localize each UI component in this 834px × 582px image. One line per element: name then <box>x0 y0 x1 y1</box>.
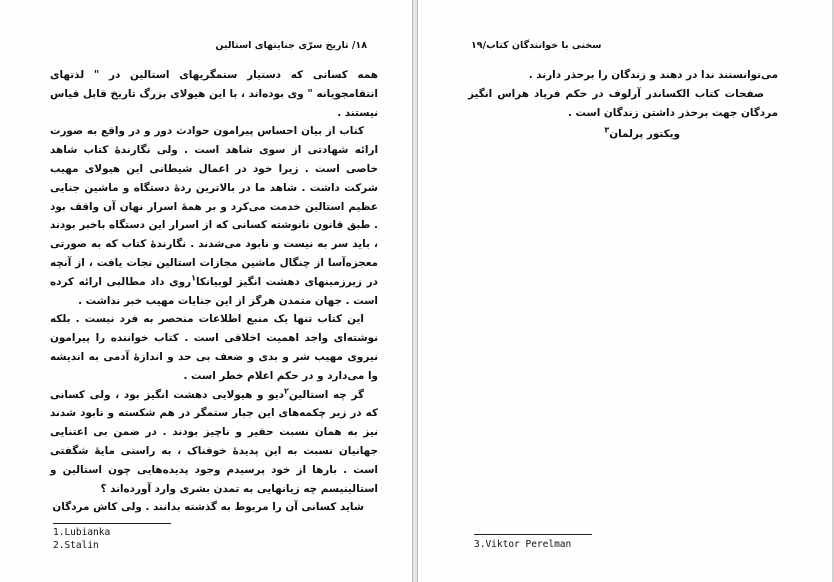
footnote: 1.Lubianka <box>53 527 111 538</box>
footnote-divider <box>53 523 171 524</box>
left-page <box>0 0 413 582</box>
right-running-head: سخنی با خوانندگان کتاب/۱۹ <box>471 40 602 51</box>
footnote: 3.Viktor Perelman <box>474 539 572 550</box>
left-footnotes <box>53 526 110 552</box>
footnote-ref: ۱ <box>191 273 196 283</box>
right-footnotes <box>474 538 571 551</box>
left-body-text <box>50 66 378 517</box>
paragraph: شاید کسانی آن را مربوط به گذشته بدانند . ولی کاش مردگان <box>52 501 364 514</box>
author-signature <box>468 125 778 144</box>
footnote-ref: ۳ <box>604 125 610 135</box>
right-page <box>417 0 834 582</box>
left-running-head: ۱۸/ تاریخ سرّی جنایتهای استالین <box>215 40 367 51</box>
right-body-text <box>468 66 778 144</box>
footnote-ref: ۲ <box>283 386 289 396</box>
paragraph-text: دیو و هیولایی دهشت انگیز بود ، ولی کسانی که در زیر چکمه‌های این جبار ستمگر در هم شکسته و نابود شدند نیز به همان نسبت حقیر و ناچیز بودند . در ضمن بی اعتنایی جهانیان نسبت به این پدیدهٔ خوفناک ، به راستی مایهٔ شگفتی است . بارها از خود پرسیدم وجود پدیده‌هایی چون استالین و استالینیسم چه زیانهایی به تمدن بشری وارد آورده‌اند ؟ <box>50 388 378 495</box>
paragraph-text: روی داد مطالبی ارائه کرده است . جهان متمدن هرگز از این جنایات مهیب خبر نداشت . <box>50 275 378 307</box>
paragraph: همه کسانی که دستیار ستمگریهای استالین در " لذتهای انتقامجویانه " وی بوده‌اند ، با این هیولای بزرگ تاریخ قابل قیاس نیستند . <box>50 69 378 119</box>
paragraph-text: گر چه استالین <box>288 388 365 401</box>
paragraph: می‌توانستند ندا در دهند و زندگان را برحذر دارند . <box>528 69 778 81</box>
paragraph: این کتاب تنها یک منبع اطلاعات منحصر به فرد نیست . بلکه نوشته‌ای واجد اهمیت اخلاقی است . کتاب خواننده را پیرامون نیروی مهیب شر و بدی و ضعف بی حد و اندازهٔ آدمی به اندیشه وا می‌دارد و در حکم اعلام خطر است . <box>50 313 378 382</box>
paragraph <box>50 386 378 499</box>
paragraph <box>50 122 378 310</box>
paragraph: صفحات کتاب الکساندر آرلوف در حکم فریاد هراس انگیز مردگان جهت برحذر داشتن زندگان است . <box>468 88 778 119</box>
signature-name: ویکتور پرلمان <box>609 128 680 140</box>
paragraph-text: کتاب از بیان احساس پیرامون حوادث دور و در واقع به صورت ارائه شهادتی از سوی شاهد است . ولی نگارندهٔ کتاب شاهد خاصی است . زیرا خود در اعمال شیطانی این هیولای مهیب شرکت داشت . شاهد ما در بالاترین ردهٔ دستگاه و ماشین جنایی عظیم استالین خدمت می‌کرد و بر همهٔ اسرار نهان آن واقف بود . طبق قانون نانوشته کسانی که از اسرار این دستگاه باخبر بودند ، باید سر به نیست و نابود می‌شدند . نگارندهٔ کتاب که به صورتی معجزه‌آسا از چنگال ماشین مجازات استالین نجات یافت ، از آنچه در زیرزمینهای دهشت انگیز لوبیانکا <box>50 125 378 288</box>
footnote: 2.Stalin <box>53 540 99 551</box>
footnote-divider <box>474 534 592 535</box>
